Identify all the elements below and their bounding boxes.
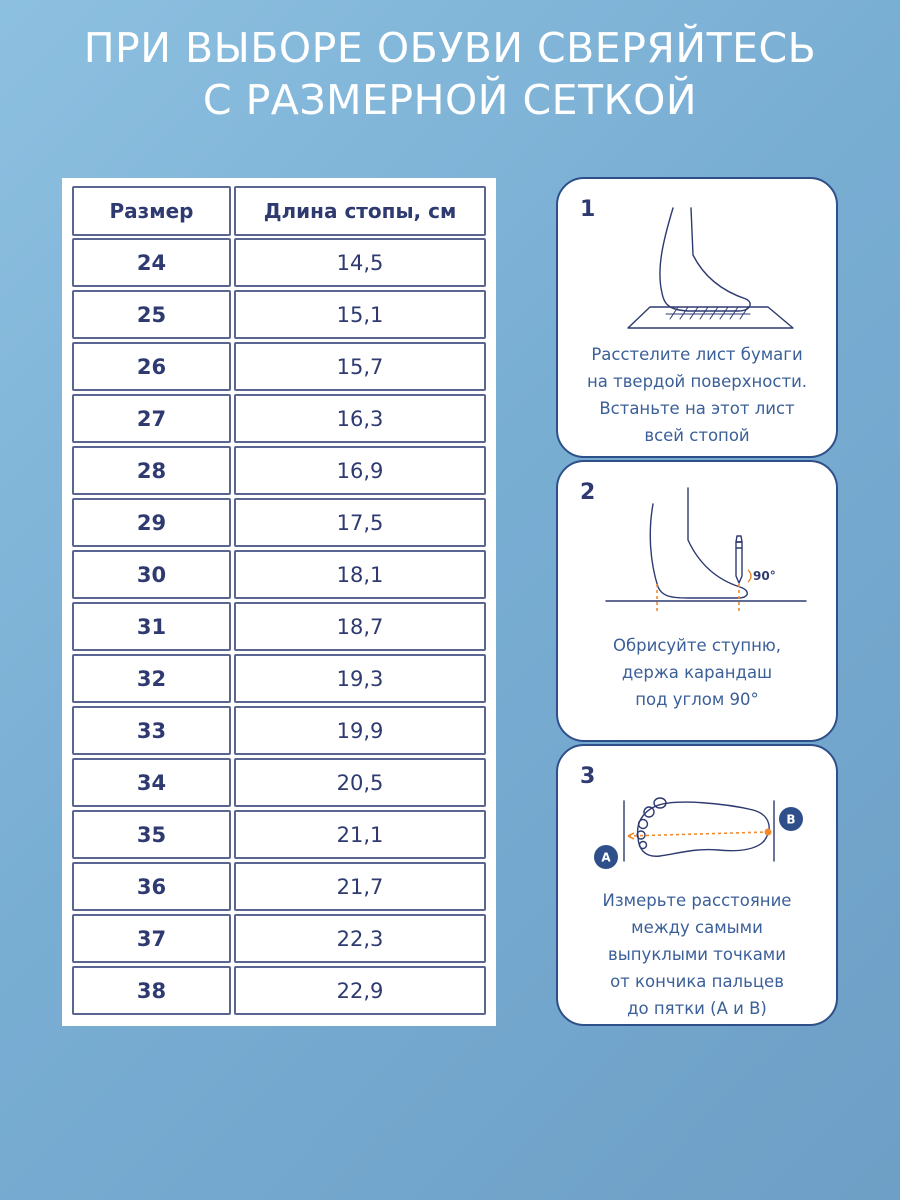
angle-label: 90° [753,569,776,583]
foot-length-cell: 16,3 [234,394,486,443]
step-3-line: Измерьте расстояние [602,891,792,910]
size-cell: 30 [72,550,231,599]
size-cell: 29 [72,498,231,547]
size-cell: 36 [72,862,231,911]
foot-length-cell: 19,3 [234,654,486,703]
point-a-label: A [601,850,611,865]
foot-length-cell: 22,9 [234,966,486,1015]
step-3-line: выпуклыми точками [608,945,786,964]
foot-length-cell: 21,1 [234,810,486,859]
header-foot-length: Длина стопы, см [234,186,486,236]
size-cell: 26 [72,342,231,391]
step-1-line: Встаньте на этот лист [599,399,795,418]
size-cell: 35 [72,810,231,859]
size-cell: 31 [72,602,231,651]
page-title [0,22,900,126]
size-table [62,178,496,1026]
step-2-line: Обрисуйте ступню, [612,636,782,655]
step-2-text [558,632,836,713]
step-number: 1 [580,197,596,222]
point-b-label: B [786,812,796,827]
step-1-line: на твердой поверхности. [586,372,808,391]
foot-length-cell: 21,7 [234,862,486,911]
title-line-2: С РАЗМЕРНОЙ СЕТКОЙ [202,76,698,124]
size-cell: 34 [72,758,231,807]
foot-trace-pencil-icon [578,472,818,622]
foot-length-cell: 15,1 [234,290,486,339]
step-3-line: от кончика пальцев [610,972,784,991]
foot-length-cell: 15,7 [234,342,486,391]
size-cell: 32 [72,654,231,703]
foot-length-cell: 14,5 [234,238,486,287]
step-1-text [558,341,836,449]
step-2-line: под углом 90° [635,690,759,709]
step-card-1 [556,177,838,458]
foot-length-cell: 18,7 [234,602,486,651]
step-card-2 [556,460,838,742]
size-cell: 37 [72,914,231,963]
step-number: 3 [580,764,596,789]
foot-length-cell: 16,9 [234,446,486,495]
foot-length-cell: 20,5 [234,758,486,807]
title-line-1: ПРИ ВЫБОРЕ ОБУВИ СВЕРЯЙТЕСЬ [83,24,817,72]
step-number: 2 [580,480,596,505]
size-cell: 24 [72,238,231,287]
step-2-line: держа карандаш [621,663,773,682]
size-cell: 25 [72,290,231,339]
size-cell: 38 [72,966,231,1015]
step-1-line: всей стопой [644,426,750,445]
step-1-line: Расстелите лист бумаги [591,345,803,364]
size-cell: 27 [72,394,231,443]
step-3-line: между самыми [631,918,763,937]
step-3-text [558,887,836,1022]
step-3-line: до пятки (А и В) [627,999,767,1018]
foot-length-cell: 19,9 [234,706,486,755]
foot-length-cell: 22,3 [234,914,486,963]
header-size: Размер [72,186,231,236]
size-cell: 33 [72,706,231,755]
foot-length-cell: 18,1 [234,550,486,599]
foot-measure-icon [578,746,818,896]
step-card-3 [556,744,838,1026]
foot-on-paper-icon [578,193,818,343]
foot-length-cell: 17,5 [234,498,486,547]
size-cell: 28 [72,446,231,495]
